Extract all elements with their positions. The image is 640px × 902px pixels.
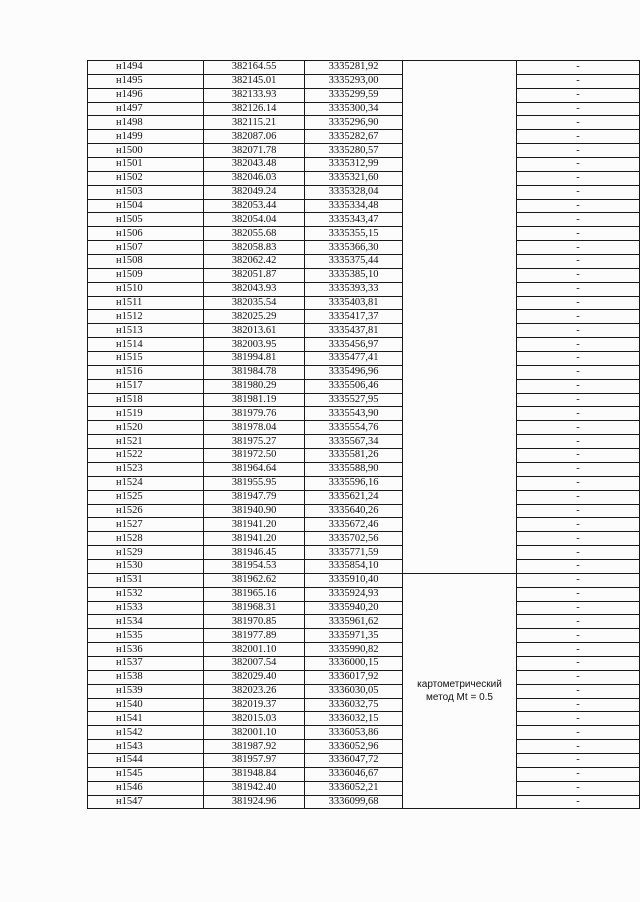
- x-coordinate-cell: 382029.40: [204, 670, 305, 684]
- x-coordinate-cell: 382055.68: [204, 227, 305, 241]
- dash-cell: -: [517, 241, 640, 255]
- dash-cell: -: [517, 518, 640, 532]
- table-row: [88, 407, 640, 421]
- y-coordinate-cell: 3335924,93: [305, 587, 403, 601]
- y-coordinate-cell: 3335312,99: [305, 158, 403, 172]
- dash-cell: -: [517, 559, 640, 573]
- point-id-cell: н1537: [88, 656, 204, 670]
- table-row: [88, 504, 640, 518]
- dash-cell: -: [517, 587, 640, 601]
- y-coordinate-cell: 3335640,26: [305, 504, 403, 518]
- x-coordinate-cell: 381962.62: [204, 573, 305, 587]
- dash-cell: -: [517, 712, 640, 726]
- point-id-cell: н1495: [88, 74, 204, 88]
- dash-cell: -: [517, 213, 640, 227]
- table-row: [88, 116, 640, 130]
- y-coordinate-cell: 3335366,30: [305, 241, 403, 255]
- y-coordinate-cell: 3335385,10: [305, 268, 403, 282]
- point-id-cell: н1497: [88, 102, 204, 116]
- table-row: [88, 227, 640, 241]
- point-id-cell: н1503: [88, 185, 204, 199]
- table-row: [88, 61, 640, 75]
- y-coordinate-cell: 3335940,20: [305, 601, 403, 615]
- dash-cell: -: [517, 421, 640, 435]
- table-row: [88, 213, 640, 227]
- dash-cell: -: [517, 740, 640, 754]
- method-label: [410, 678, 510, 704]
- y-coordinate-cell: 3335910,40: [305, 573, 403, 587]
- point-id-cell: н1544: [88, 753, 204, 767]
- point-id-cell: н1515: [88, 352, 204, 366]
- table-row: [88, 587, 640, 601]
- point-id-cell: н1511: [88, 296, 204, 310]
- method-label-line1: картометрический: [417, 679, 502, 691]
- y-coordinate-cell: 3336032,75: [305, 698, 403, 712]
- y-coordinate-cell: 3336053,86: [305, 726, 403, 740]
- x-coordinate-cell: 382043.48: [204, 158, 305, 172]
- point-id-cell: н1524: [88, 476, 204, 490]
- x-coordinate-cell: 382019.37: [204, 698, 305, 712]
- dash-cell: -: [517, 684, 640, 698]
- x-coordinate-cell: 381977.89: [204, 629, 305, 643]
- x-coordinate-cell: 381987.92: [204, 740, 305, 754]
- table-row: [88, 476, 640, 490]
- x-coordinate-cell: 382126.14: [204, 102, 305, 116]
- y-coordinate-cell: 3335300,34: [305, 102, 403, 116]
- point-id-cell: н1522: [88, 449, 204, 463]
- dash-cell: -: [517, 407, 640, 421]
- table-row: [88, 435, 640, 449]
- table-row: [88, 449, 640, 463]
- table-row: [88, 310, 640, 324]
- dash-cell: -: [517, 601, 640, 615]
- x-coordinate-cell: 382053.44: [204, 199, 305, 213]
- x-coordinate-cell: 382051.87: [204, 268, 305, 282]
- point-id-cell: н1509: [88, 268, 204, 282]
- x-coordinate-cell: 381947.79: [204, 490, 305, 504]
- coordinates-table: [87, 60, 640, 809]
- dash-cell: -: [517, 393, 640, 407]
- dash-cell: -: [517, 227, 640, 241]
- dash-cell: -: [517, 546, 640, 560]
- y-coordinate-cell: 3335456,97: [305, 338, 403, 352]
- y-coordinate-cell: 3335393,33: [305, 282, 403, 296]
- table-row: [88, 144, 640, 158]
- point-id-cell: н1523: [88, 462, 204, 476]
- y-coordinate-cell: 3335588,90: [305, 462, 403, 476]
- y-coordinate-cell: 3335343,47: [305, 213, 403, 227]
- y-coordinate-cell: 3335854,10: [305, 559, 403, 573]
- table-row: [88, 296, 640, 310]
- point-id-cell: н1532: [88, 587, 204, 601]
- dash-cell: -: [517, 130, 640, 144]
- x-coordinate-cell: 382001.10: [204, 726, 305, 740]
- table-row: [88, 74, 640, 88]
- point-id-cell: н1520: [88, 421, 204, 435]
- y-coordinate-cell: 3336000,15: [305, 656, 403, 670]
- table-row: [88, 698, 640, 712]
- dash-cell: -: [517, 767, 640, 781]
- point-id-cell: н1516: [88, 365, 204, 379]
- dash-cell: -: [517, 573, 640, 587]
- point-id-cell: н1510: [88, 282, 204, 296]
- point-id-cell: н1517: [88, 379, 204, 393]
- method-cell-empty: [403, 61, 517, 574]
- x-coordinate-cell: 382145.01: [204, 74, 305, 88]
- point-id-cell: н1504: [88, 199, 204, 213]
- point-id-cell: н1501: [88, 158, 204, 172]
- dash-cell: -: [517, 255, 640, 269]
- dash-cell: -: [517, 365, 640, 379]
- point-id-cell: н1513: [88, 324, 204, 338]
- table-row: [88, 199, 640, 213]
- dash-cell: -: [517, 74, 640, 88]
- table-row: [88, 656, 640, 670]
- table-row: [88, 462, 640, 476]
- dash-cell: -: [517, 504, 640, 518]
- dash-cell: -: [517, 532, 640, 546]
- table-row: [88, 670, 640, 684]
- y-coordinate-cell: 3335437,81: [305, 324, 403, 338]
- y-coordinate-cell: 3335672,46: [305, 518, 403, 532]
- y-coordinate-cell: 3335527,95: [305, 393, 403, 407]
- point-id-cell: н1518: [88, 393, 204, 407]
- y-coordinate-cell: 3335417,37: [305, 310, 403, 324]
- x-coordinate-cell: 382087.06: [204, 130, 305, 144]
- table-row: [88, 365, 640, 379]
- point-id-cell: н1539: [88, 684, 204, 698]
- x-coordinate-cell: 381941.20: [204, 532, 305, 546]
- dash-cell: -: [517, 144, 640, 158]
- x-coordinate-cell: 381924.96: [204, 795, 305, 809]
- dash-cell: -: [517, 185, 640, 199]
- point-id-cell: н1521: [88, 435, 204, 449]
- y-coordinate-cell: 3335355,15: [305, 227, 403, 241]
- point-id-cell: н1519: [88, 407, 204, 421]
- point-id-cell: н1527: [88, 518, 204, 532]
- table-row: [88, 88, 640, 102]
- point-id-cell: н1535: [88, 629, 204, 643]
- dash-cell: -: [517, 199, 640, 213]
- table-row: [88, 421, 640, 435]
- point-id-cell: н1494: [88, 61, 204, 75]
- x-coordinate-cell: 382001.10: [204, 643, 305, 657]
- dash-cell: -: [517, 435, 640, 449]
- point-id-cell: н1534: [88, 615, 204, 629]
- y-coordinate-cell: 3336046,67: [305, 767, 403, 781]
- point-id-cell: н1496: [88, 88, 204, 102]
- point-id-cell: н1525: [88, 490, 204, 504]
- x-coordinate-cell: 381957.97: [204, 753, 305, 767]
- y-coordinate-cell: 3335554,76: [305, 421, 403, 435]
- dash-cell: -: [517, 643, 640, 657]
- x-coordinate-cell: 382164.55: [204, 61, 305, 75]
- point-id-cell: н1536: [88, 643, 204, 657]
- point-id-cell: н1498: [88, 116, 204, 130]
- y-coordinate-cell: 3336032,15: [305, 712, 403, 726]
- table-row: [88, 490, 640, 504]
- point-id-cell: н1541: [88, 712, 204, 726]
- x-coordinate-cell: 381994.81: [204, 352, 305, 366]
- point-id-cell: н1507: [88, 241, 204, 255]
- table-row: [88, 726, 640, 740]
- point-id-cell: н1500: [88, 144, 204, 158]
- y-coordinate-cell: 3336047,72: [305, 753, 403, 767]
- dash-cell: -: [517, 781, 640, 795]
- y-coordinate-cell: 3335702,56: [305, 532, 403, 546]
- point-id-cell: н1502: [88, 171, 204, 185]
- y-coordinate-cell: 3335321,60: [305, 171, 403, 185]
- table-row: [88, 546, 640, 560]
- table-row: [88, 518, 640, 532]
- y-coordinate-cell: 3336099,68: [305, 795, 403, 809]
- dash-cell: -: [517, 753, 640, 767]
- point-id-cell: н1529: [88, 546, 204, 560]
- point-id-cell: н1546: [88, 781, 204, 795]
- point-id-cell: н1514: [88, 338, 204, 352]
- y-coordinate-cell: 3335567,34: [305, 435, 403, 449]
- point-id-cell: н1531: [88, 573, 204, 587]
- y-coordinate-cell: 3336017,92: [305, 670, 403, 684]
- table-row: [88, 712, 640, 726]
- table-row: [88, 684, 640, 698]
- x-coordinate-cell: 381941.20: [204, 518, 305, 532]
- x-coordinate-cell: 382043.93: [204, 282, 305, 296]
- dash-cell: -: [517, 656, 640, 670]
- y-coordinate-cell: 3335596,16: [305, 476, 403, 490]
- table-row: [88, 629, 640, 643]
- dash-cell: -: [517, 282, 640, 296]
- x-coordinate-cell: 381970.85: [204, 615, 305, 629]
- y-coordinate-cell: 3336052,96: [305, 740, 403, 754]
- dash-cell: -: [517, 490, 640, 504]
- y-coordinate-cell: 3335282,67: [305, 130, 403, 144]
- x-coordinate-cell: 381946.45: [204, 546, 305, 560]
- table-row: [88, 740, 640, 754]
- y-coordinate-cell: 3335496,96: [305, 365, 403, 379]
- dash-cell: -: [517, 88, 640, 102]
- table-row: [88, 255, 640, 269]
- method-cell: [403, 573, 517, 809]
- point-id-cell: н1505: [88, 213, 204, 227]
- table-row: [88, 767, 640, 781]
- x-coordinate-cell: 382013.61: [204, 324, 305, 338]
- x-coordinate-cell: 381968.31: [204, 601, 305, 615]
- point-id-cell: н1508: [88, 255, 204, 269]
- point-id-cell: н1499: [88, 130, 204, 144]
- table-row: [88, 324, 640, 338]
- dash-cell: -: [517, 795, 640, 809]
- x-coordinate-cell: 382003.95: [204, 338, 305, 352]
- table-row: [88, 185, 640, 199]
- dash-cell: -: [517, 296, 640, 310]
- table-row: [88, 241, 640, 255]
- y-coordinate-cell: 3335375,44: [305, 255, 403, 269]
- x-coordinate-cell: 382058.83: [204, 241, 305, 255]
- point-id-cell: н1543: [88, 740, 204, 754]
- point-id-cell: н1526: [88, 504, 204, 518]
- x-coordinate-cell: 381978.04: [204, 421, 305, 435]
- x-coordinate-cell: 381964.64: [204, 462, 305, 476]
- dash-cell: -: [517, 352, 640, 366]
- y-coordinate-cell: 3335506,46: [305, 379, 403, 393]
- x-coordinate-cell: 381965.16: [204, 587, 305, 601]
- x-coordinate-cell: 382071.78: [204, 144, 305, 158]
- x-coordinate-cell: 381979.76: [204, 407, 305, 421]
- table-row: [88, 282, 640, 296]
- method-label-line2: метод Mt = 0.5: [426, 692, 493, 704]
- point-id-cell: н1538: [88, 670, 204, 684]
- y-coordinate-cell: 3335543,90: [305, 407, 403, 421]
- x-coordinate-cell: 381980.29: [204, 379, 305, 393]
- table-row: [88, 795, 640, 809]
- dash-cell: -: [517, 116, 640, 130]
- dash-cell: -: [517, 670, 640, 684]
- y-coordinate-cell: 3336030,05: [305, 684, 403, 698]
- y-coordinate-cell: 3335477,41: [305, 352, 403, 366]
- y-coordinate-cell: 3335961,62: [305, 615, 403, 629]
- x-coordinate-cell: 382015.03: [204, 712, 305, 726]
- x-coordinate-cell: 382025.29: [204, 310, 305, 324]
- coordinates-table-body: [88, 61, 640, 809]
- x-coordinate-cell: 382046.03: [204, 171, 305, 185]
- y-coordinate-cell: 3335403,81: [305, 296, 403, 310]
- x-coordinate-cell: 381984.78: [204, 365, 305, 379]
- table-row: [88, 393, 640, 407]
- dash-cell: -: [517, 615, 640, 629]
- table-row: [88, 158, 640, 172]
- dash-cell: -: [517, 268, 640, 282]
- table-row: [88, 102, 640, 116]
- y-coordinate-cell: 3335328,04: [305, 185, 403, 199]
- y-coordinate-cell: 3335971,35: [305, 629, 403, 643]
- x-coordinate-cell: 381955.95: [204, 476, 305, 490]
- x-coordinate-cell: 382049.24: [204, 185, 305, 199]
- table-row: [88, 171, 640, 185]
- point-id-cell: н1528: [88, 532, 204, 546]
- dash-cell: -: [517, 338, 640, 352]
- point-id-cell: н1545: [88, 767, 204, 781]
- x-coordinate-cell: 382023.26: [204, 684, 305, 698]
- dash-cell: -: [517, 310, 640, 324]
- y-coordinate-cell: 3335281,92: [305, 61, 403, 75]
- dash-cell: -: [517, 449, 640, 463]
- point-id-cell: н1530: [88, 559, 204, 573]
- table-row: [88, 559, 640, 573]
- y-coordinate-cell: 3335334,48: [305, 199, 403, 213]
- table-row: [88, 338, 640, 352]
- y-coordinate-cell: 3336052,21: [305, 781, 403, 795]
- x-coordinate-cell: 382054.04: [204, 213, 305, 227]
- point-id-cell: н1533: [88, 601, 204, 615]
- point-id-cell: н1547: [88, 795, 204, 809]
- x-coordinate-cell: 381981.19: [204, 393, 305, 407]
- x-coordinate-cell: 382133.93: [204, 88, 305, 102]
- x-coordinate-cell: 381942.40: [204, 781, 305, 795]
- table-row: [88, 643, 640, 657]
- point-id-cell: н1512: [88, 310, 204, 324]
- dash-cell: -: [517, 462, 640, 476]
- dash-cell: -: [517, 726, 640, 740]
- x-coordinate-cell: 381948.84: [204, 767, 305, 781]
- y-coordinate-cell: 3335280,57: [305, 144, 403, 158]
- dash-cell: -: [517, 476, 640, 490]
- x-coordinate-cell: 381972.50: [204, 449, 305, 463]
- dash-cell: -: [517, 629, 640, 643]
- x-coordinate-cell: 382115.21: [204, 116, 305, 130]
- x-coordinate-cell: 381940.90: [204, 504, 305, 518]
- y-coordinate-cell: 3335299,59: [305, 88, 403, 102]
- dash-cell: -: [517, 324, 640, 338]
- table-row: [88, 352, 640, 366]
- table-row: [88, 601, 640, 615]
- table-row: [88, 268, 640, 282]
- table-row: [88, 573, 640, 587]
- y-coordinate-cell: 3335293,00: [305, 74, 403, 88]
- dash-cell: -: [517, 158, 640, 172]
- dash-cell: -: [517, 379, 640, 393]
- x-coordinate-cell: 381954.53: [204, 559, 305, 573]
- table-row: [88, 615, 640, 629]
- y-coordinate-cell: 3335621,24: [305, 490, 403, 504]
- table-row: [88, 753, 640, 767]
- x-coordinate-cell: 382007.54: [204, 656, 305, 670]
- x-coordinate-cell: 382062.42: [204, 255, 305, 269]
- dash-cell: -: [517, 698, 640, 712]
- dash-cell: -: [517, 102, 640, 116]
- table-row: [88, 130, 640, 144]
- point-id-cell: н1542: [88, 726, 204, 740]
- x-coordinate-cell: 382035.54: [204, 296, 305, 310]
- table-row: [88, 379, 640, 393]
- dash-cell: -: [517, 61, 640, 75]
- point-id-cell: н1506: [88, 227, 204, 241]
- y-coordinate-cell: 3335296,90: [305, 116, 403, 130]
- table-row: [88, 532, 640, 546]
- y-coordinate-cell: 3335581,26: [305, 449, 403, 463]
- table-row: [88, 781, 640, 795]
- point-id-cell: н1540: [88, 698, 204, 712]
- x-coordinate-cell: 381975.27: [204, 435, 305, 449]
- dash-cell: -: [517, 171, 640, 185]
- y-coordinate-cell: 3335990,82: [305, 643, 403, 657]
- y-coordinate-cell: 3335771,59: [305, 546, 403, 560]
